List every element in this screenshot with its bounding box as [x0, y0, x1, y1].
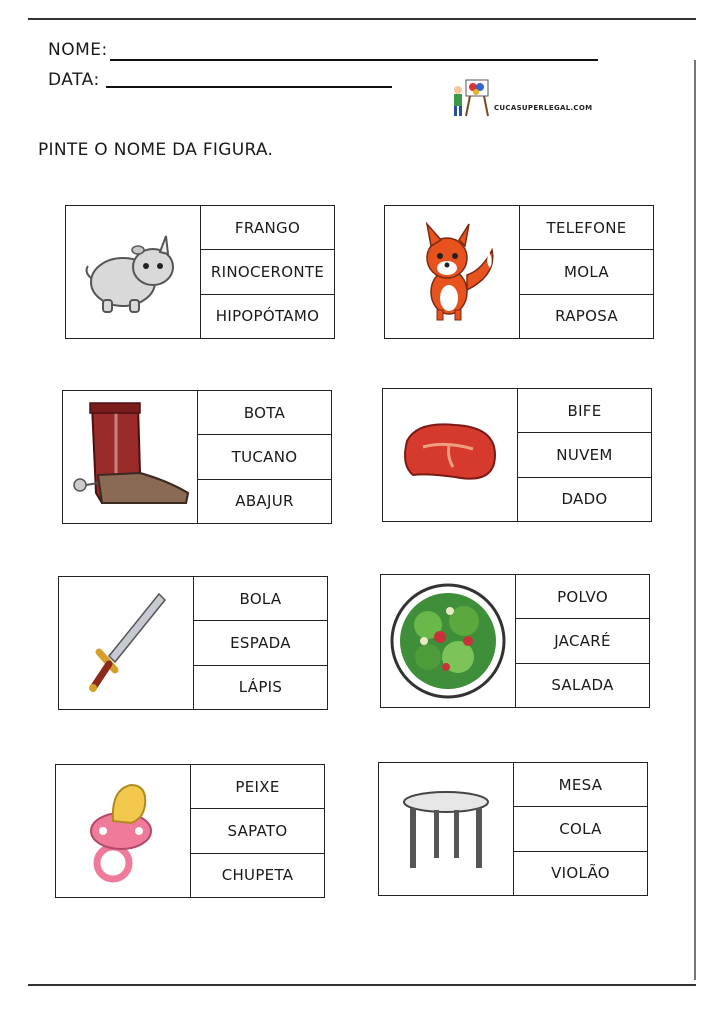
option-word[interactable]: TELEFONE	[520, 206, 653, 250]
picture-cell	[59, 577, 194, 709]
option-word[interactable]: POLVO	[516, 575, 649, 619]
picture-cell	[383, 389, 518, 521]
rhinoceros-icon	[78, 222, 188, 322]
option-word[interactable]: DADO	[561, 490, 608, 509]
picture-cell	[385, 206, 520, 338]
option-word[interactable]: BOLA	[194, 577, 327, 621]
option-word[interactable]: COLA	[514, 807, 647, 851]
date-label: DATA:	[48, 70, 100, 90]
picture-cell	[379, 763, 514, 895]
fox-icon	[397, 220, 507, 325]
option-word[interactable]: RINOCERONTE	[201, 250, 334, 294]
option-word[interactable]: LÁPIS	[238, 678, 283, 697]
card-steak	[382, 388, 652, 522]
sword-icon	[71, 586, 181, 701]
option-word[interactable]: MOLA	[520, 250, 653, 294]
table-icon	[396, 784, 496, 874]
pacifier-icon	[73, 771, 173, 891]
top-border	[28, 18, 696, 20]
name-field-line[interactable]	[110, 59, 598, 61]
option-word[interactable]: ESPADA	[194, 621, 327, 665]
picture-cell	[63, 391, 198, 523]
date-field-line[interactable]	[106, 86, 392, 88]
site-logo	[448, 78, 598, 120]
salad-icon	[388, 581, 508, 701]
steak-icon	[395, 415, 505, 495]
card-table	[378, 762, 648, 896]
option-word[interactable]: SALADA	[551, 676, 614, 695]
card-rhinoceros	[65, 205, 335, 339]
name-label: NOME:	[48, 40, 108, 60]
option-word[interactable]: MESA	[514, 763, 647, 807]
option-word[interactable]: CHUPETA	[221, 866, 294, 885]
option-word[interactable]: BIFE	[518, 389, 651, 433]
option-word[interactable]: NUVEM	[518, 433, 651, 477]
boot-icon	[68, 397, 193, 517]
right-border	[694, 60, 696, 980]
instruction-text: PINTE O NOME DA FIGURA.	[38, 140, 274, 160]
bottom-border	[28, 984, 696, 986]
option-word[interactable]: TUCANO	[198, 435, 331, 479]
card-sword	[58, 576, 328, 710]
option-word[interactable]: FRANGO	[201, 206, 334, 250]
card-salad	[380, 574, 650, 708]
option-word[interactable]: PEIXE	[191, 765, 324, 809]
option-word[interactable]: SAPATO	[191, 809, 324, 853]
card-boot	[62, 390, 332, 524]
option-word[interactable]: JACARÉ	[516, 619, 649, 663]
card-pacifier	[55, 764, 325, 898]
option-word[interactable]: VIOLÃO	[551, 864, 610, 883]
option-word[interactable]: BOTA	[198, 391, 331, 435]
option-word[interactable]: HIPOPÓTAMO	[215, 307, 320, 326]
picture-cell	[56, 765, 191, 897]
option-word[interactable]: ABAJUR	[235, 492, 294, 511]
picture-cell	[381, 575, 516, 707]
logo-text: CUCASUPERLEGAL.COM	[494, 104, 593, 112]
option-word[interactable]: RAPOSA	[555, 307, 618, 326]
card-fox	[384, 205, 654, 339]
picture-cell	[66, 206, 201, 338]
